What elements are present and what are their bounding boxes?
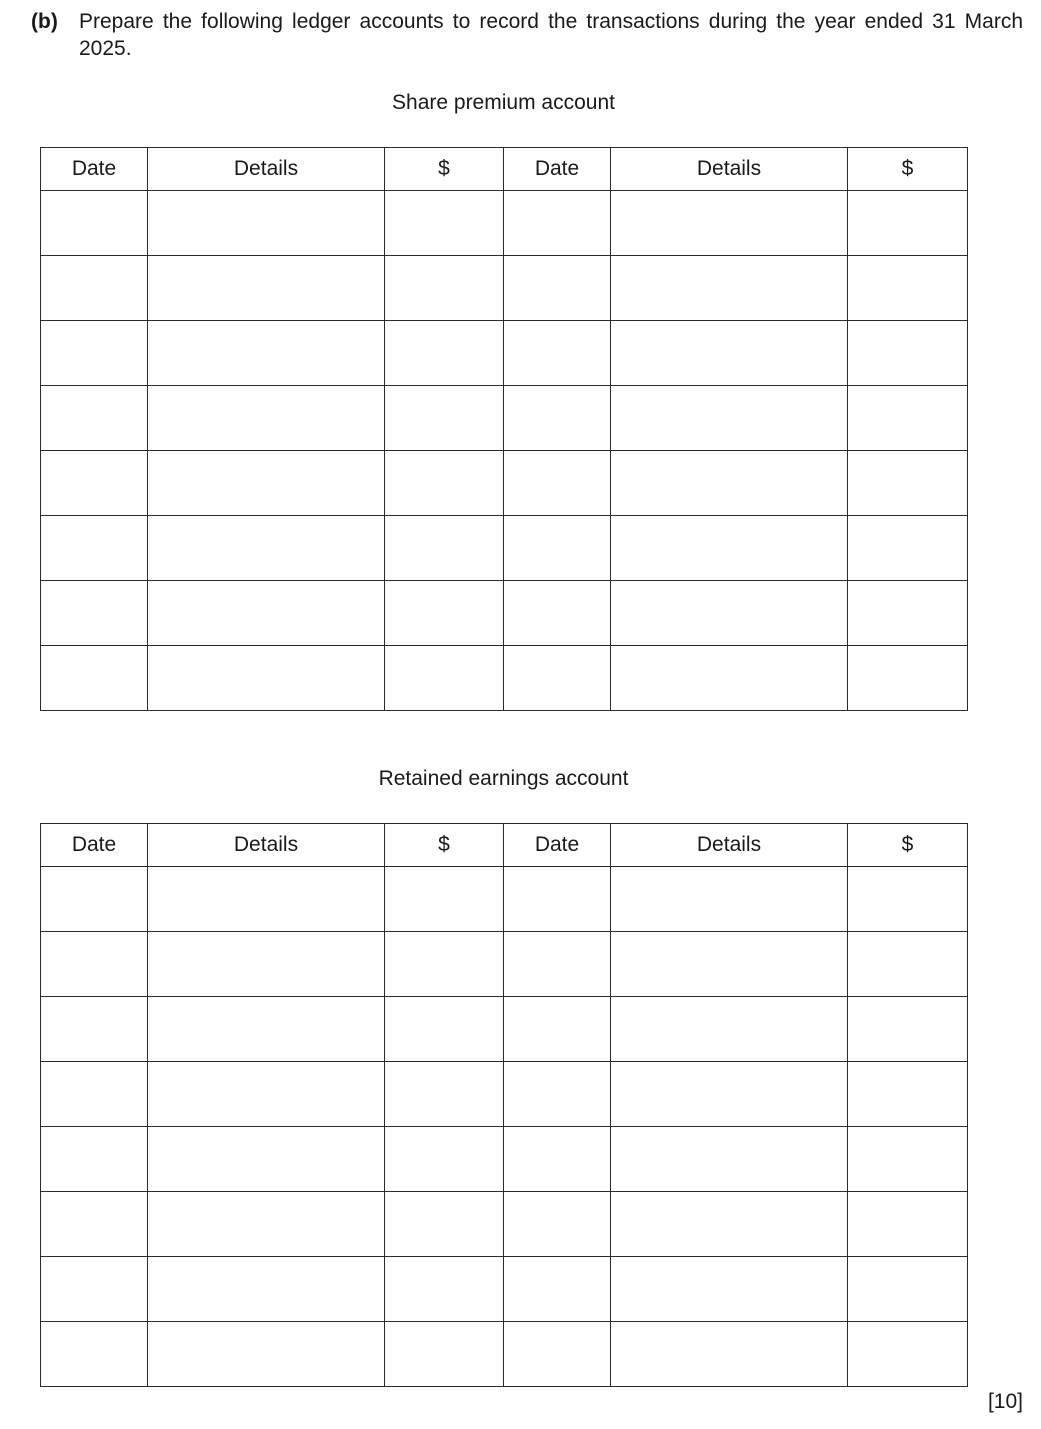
ledger-row bbox=[41, 321, 968, 386]
credit-details-cell[interactable] bbox=[611, 256, 848, 321]
ledger-row bbox=[41, 516, 968, 581]
debit-date-cell[interactable] bbox=[41, 1062, 148, 1127]
credit-amount-header: $ bbox=[848, 148, 968, 191]
debit-date-cell[interactable] bbox=[41, 646, 148, 711]
debit-amount-cell[interactable] bbox=[385, 646, 504, 711]
debit-date-cell[interactable] bbox=[41, 997, 148, 1062]
ledger-row bbox=[41, 1062, 968, 1127]
debit-amount-cell[interactable] bbox=[385, 321, 504, 386]
credit-details-cell[interactable] bbox=[611, 386, 848, 451]
debit-date-cell[interactable] bbox=[41, 191, 148, 256]
credit-details-cell[interactable] bbox=[611, 1062, 848, 1127]
question-b bbox=[31, 8, 1023, 62]
debit-date-cell[interactable] bbox=[41, 867, 148, 932]
credit-date-header: Date bbox=[504, 148, 611, 191]
debit-date-cell[interactable] bbox=[41, 256, 148, 321]
share-premium-ledger bbox=[40, 147, 968, 711]
credit-details-cell[interactable] bbox=[611, 867, 848, 932]
credit-amount-cell[interactable] bbox=[848, 1062, 968, 1127]
debit-amount-header: $ bbox=[385, 824, 504, 867]
debit-date-header: Date bbox=[41, 824, 148, 867]
ledger-row bbox=[41, 451, 968, 516]
ledger-header-row bbox=[41, 148, 968, 191]
ledger-row bbox=[41, 932, 968, 997]
credit-amount-cell[interactable] bbox=[848, 451, 968, 516]
credit-date-header: Date bbox=[504, 824, 611, 867]
debit-details-cell[interactable] bbox=[148, 451, 385, 516]
debit-details-cell[interactable] bbox=[148, 1257, 385, 1322]
credit-date-cell[interactable] bbox=[504, 581, 611, 646]
debit-date-cell[interactable] bbox=[41, 932, 148, 997]
credit-date-cell[interactable] bbox=[504, 191, 611, 256]
debit-details-cell[interactable] bbox=[148, 256, 385, 321]
credit-date-cell[interactable] bbox=[504, 1257, 611, 1322]
credit-details-header: Details bbox=[611, 148, 848, 191]
debit-amount-cell[interactable] bbox=[385, 1322, 504, 1387]
debit-amount-cell[interactable] bbox=[385, 516, 504, 581]
debit-amount-cell[interactable] bbox=[385, 256, 504, 321]
credit-amount-cell[interactable] bbox=[848, 867, 968, 932]
debit-amount-cell[interactable] bbox=[385, 1192, 504, 1257]
credit-amount-cell[interactable] bbox=[848, 191, 968, 256]
debit-amount-cell[interactable] bbox=[385, 386, 504, 451]
credit-date-cell[interactable] bbox=[504, 646, 611, 711]
credit-amount-cell[interactable] bbox=[848, 1127, 968, 1192]
ledger-row bbox=[41, 1192, 968, 1257]
debit-date-cell[interactable] bbox=[41, 386, 148, 451]
debit-details-cell[interactable] bbox=[148, 1127, 385, 1192]
share-premium-title: Share premium account bbox=[392, 91, 615, 114]
credit-amount-cell[interactable] bbox=[848, 321, 968, 386]
credit-details-cell[interactable] bbox=[611, 1322, 848, 1387]
credit-amount-cell[interactable] bbox=[848, 516, 968, 581]
credit-details-cell[interactable] bbox=[611, 1192, 848, 1257]
credit-details-cell[interactable] bbox=[611, 997, 848, 1062]
question-text: Prepare the following ledger accounts to record the transactions during the year ended 31 March 2025. bbox=[79, 10, 1023, 60]
ledger-row bbox=[41, 581, 968, 646]
debit-details-cell[interactable] bbox=[148, 191, 385, 256]
debit-details-header: Details bbox=[148, 824, 385, 867]
debit-details-cell[interactable] bbox=[148, 581, 385, 646]
credit-date-cell[interactable] bbox=[504, 386, 611, 451]
debit-date-cell[interactable] bbox=[41, 1127, 148, 1192]
credit-amount-cell[interactable] bbox=[848, 1322, 968, 1387]
ledger-header-row bbox=[41, 824, 968, 867]
debit-details-cell[interactable] bbox=[148, 1192, 385, 1257]
debit-amount-cell[interactable] bbox=[385, 191, 504, 256]
credit-details-cell[interactable] bbox=[611, 1127, 848, 1192]
debit-amount-cell[interactable] bbox=[385, 451, 504, 516]
ledger-row bbox=[41, 646, 968, 711]
debit-details-header: Details bbox=[148, 148, 385, 191]
retained-earnings-title: Retained earnings account bbox=[378, 767, 629, 790]
credit-details-cell[interactable] bbox=[611, 646, 848, 711]
debit-details-cell[interactable] bbox=[148, 1062, 385, 1127]
debit-amount-cell[interactable] bbox=[385, 867, 504, 932]
debit-date-cell[interactable] bbox=[41, 1322, 148, 1387]
ledger-row bbox=[41, 867, 968, 932]
debit-date-cell[interactable] bbox=[41, 451, 148, 516]
debit-amount-cell[interactable] bbox=[385, 997, 504, 1062]
credit-date-cell[interactable] bbox=[504, 1062, 611, 1127]
debit-date-cell[interactable] bbox=[41, 1257, 148, 1322]
debit-details-cell[interactable] bbox=[148, 1322, 385, 1387]
credit-amount-cell[interactable] bbox=[848, 581, 968, 646]
ledger-row bbox=[41, 256, 968, 321]
credit-details-cell[interactable] bbox=[611, 451, 848, 516]
credit-details-cell[interactable] bbox=[611, 932, 848, 997]
ledger-row bbox=[41, 191, 968, 256]
question-label: (b) bbox=[31, 10, 58, 33]
credit-date-cell[interactable] bbox=[504, 997, 611, 1062]
debit-details-cell[interactable] bbox=[148, 932, 385, 997]
credit-amount-header: $ bbox=[848, 824, 968, 867]
ledger-row bbox=[41, 1257, 968, 1322]
debit-date-cell[interactable] bbox=[41, 321, 148, 386]
debit-details-cell[interactable] bbox=[148, 321, 385, 386]
credit-date-cell[interactable] bbox=[504, 451, 611, 516]
ledger-row bbox=[41, 1322, 968, 1387]
debit-amount-cell[interactable] bbox=[385, 581, 504, 646]
debit-amount-cell[interactable] bbox=[385, 1257, 504, 1322]
credit-date-cell[interactable] bbox=[504, 321, 611, 386]
credit-details-cell[interactable] bbox=[611, 516, 848, 581]
debit-date-cell[interactable] bbox=[41, 516, 148, 581]
credit-details-cell[interactable] bbox=[611, 321, 848, 386]
credit-date-cell[interactable] bbox=[504, 932, 611, 997]
debit-amount-cell[interactable] bbox=[385, 1062, 504, 1127]
debit-date-cell[interactable] bbox=[41, 581, 148, 646]
debit-amount-cell[interactable] bbox=[385, 932, 504, 997]
marks-allocation: [10] bbox=[987, 1390, 1023, 1413]
credit-details-header: Details bbox=[611, 824, 848, 867]
debit-details-cell[interactable] bbox=[148, 516, 385, 581]
credit-date-cell[interactable] bbox=[504, 1192, 611, 1257]
debit-details-cell[interactable] bbox=[148, 997, 385, 1062]
debit-details-cell[interactable] bbox=[148, 646, 385, 711]
debit-amount-cell[interactable] bbox=[385, 1127, 504, 1192]
credit-amount-cell[interactable] bbox=[848, 1257, 968, 1322]
credit-date-cell[interactable] bbox=[504, 867, 611, 932]
credit-date-cell[interactable] bbox=[504, 256, 611, 321]
credit-amount-cell[interactable] bbox=[848, 256, 968, 321]
debit-amount-header: $ bbox=[385, 148, 504, 191]
credit-details-cell[interactable] bbox=[611, 191, 848, 256]
credit-date-cell[interactable] bbox=[504, 1127, 611, 1192]
ledger-row bbox=[41, 997, 968, 1062]
credit-details-cell[interactable] bbox=[611, 1257, 848, 1322]
debit-date-cell[interactable] bbox=[41, 1192, 148, 1257]
debit-details-cell[interactable] bbox=[148, 867, 385, 932]
ledger-row bbox=[41, 386, 968, 451]
debit-details-cell[interactable] bbox=[148, 386, 385, 451]
debit-date-header: Date bbox=[41, 148, 148, 191]
retained-earnings-ledger bbox=[40, 823, 968, 1387]
ledger-row bbox=[41, 1127, 968, 1192]
credit-amount-cell[interactable] bbox=[848, 997, 968, 1062]
credit-amount-cell[interactable] bbox=[848, 386, 968, 451]
ledger-body bbox=[41, 191, 968, 711]
credit-amount-cell[interactable] bbox=[848, 932, 968, 997]
credit-details-cell[interactable] bbox=[611, 581, 848, 646]
credit-date-cell[interactable] bbox=[504, 1322, 611, 1387]
credit-date-cell[interactable] bbox=[504, 516, 611, 581]
credit-amount-cell[interactable] bbox=[848, 646, 968, 711]
ledger-body bbox=[41, 867, 968, 1387]
credit-amount-cell[interactable] bbox=[848, 1192, 968, 1257]
